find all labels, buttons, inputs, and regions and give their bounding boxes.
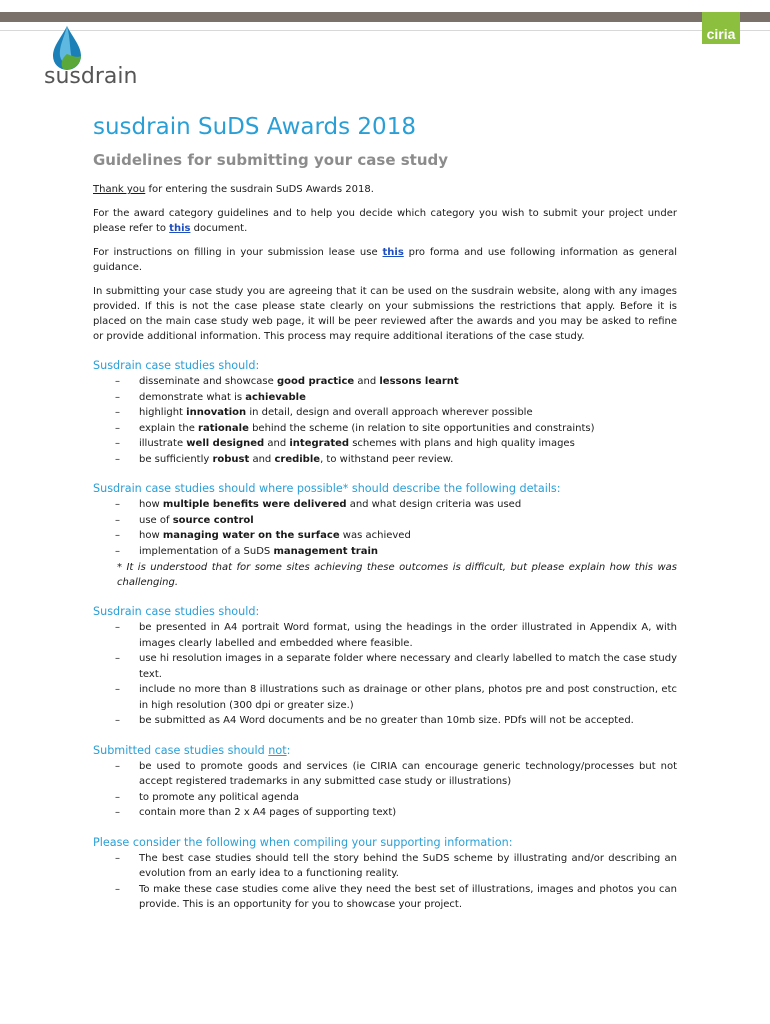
section-heading: Susdrain case studies should:: [93, 605, 260, 618]
section-heading: Please consider the following when compiling your supporting information:: [93, 835, 513, 849]
list-item: – disseminate and showcase good practice and lessons learnt: [115, 376, 459, 387]
list-item: – to promote any political agenda: [115, 791, 299, 803]
document-title: susdrain SuDS Awards 2018: [93, 114, 416, 140]
list-item: – demonstrate what is achievable: [115, 391, 306, 403]
list-item: – illustrate well designed and integrated schemes with plans and high quality images: [115, 438, 575, 449]
list-item: – The best case studies should tell the story behind the SuDS scheme by illustrating and/or describing an evolution from an early idea to a functioning reality.: [115, 852, 677, 879]
list-item: – be presented in A4 portrait Word format, using the headings in the order illustrated in Appendix A, with images clearly labelled and embedded where feasible.: [115, 622, 677, 649]
document-subtitle: Guidelines for submitting your case study: [93, 151, 449, 169]
list-item: – implementation of a SuDS management train: [115, 545, 379, 557]
paragraph-thanks: Thank you for entering the susdrain SuDS Awards 2018.: [93, 184, 374, 195]
footnote: * It is understood that for some sites achieving these outcomes is difficult, but please explain how this was challenging.: [117, 562, 677, 588]
paragraph-categories: For the award category guidelines and to help you decide which category you wish to submit your project under please refer to this document.: [93, 208, 677, 234]
list-should: [93, 374, 677, 467]
section-heading: Submitted case studies should not:: [93, 743, 291, 757]
list-item: – be submitted as A4 Word documents and be no greater than 10mb size. PDfs will not be accepted.: [115, 715, 634, 726]
list-item: – how managing water on the surface was achieved: [115, 530, 411, 541]
list-item: – be used to promote goods and services (ie CIRIA can encourage generic technology/processes but not accept registered trademarks in any submitted case study or illustrations): [115, 760, 677, 787]
guidelines-link[interactable]: this: [169, 223, 191, 234]
list-where-possible: [93, 497, 677, 559]
list-consider: [93, 851, 677, 913]
list-item: – use of source control: [115, 514, 254, 526]
section-heading: Susdrain case studies should where possible* should describe the following details:: [93, 482, 561, 495]
document-body: [93, 112, 677, 913]
list-item: – how multiple benefits were delivered and what design criteria was used: [115, 499, 522, 510]
list-item: – include no more than 8 illustrations such as drainage or other plans, photos pre and post construction, etc in high resolution (300 dpi or greater size.): [115, 684, 677, 711]
pro-forma-link[interactable]: this: [382, 247, 404, 258]
list-item: – explain the rationale behind the scheme (in relation to site opportunities and constraints): [115, 422, 595, 434]
list-item: – be sufficiently robust and credible, to withstand peer review.: [115, 453, 454, 465]
list-format: [93, 620, 677, 729]
header-divider: [0, 30, 770, 31]
susdrain-logo-text: susdrain: [44, 64, 138, 89]
list-item: – contain more than 2 x A4 pages of supporting text): [115, 807, 397, 818]
paragraph-instructions: For instructions on filling in your submission lease use this pro forma and use following information as general guidance.: [93, 247, 677, 273]
list-item: – To make these case studies come alive they need the best set of illustrations, images and photos you can provide. This is an opportunity for you to showcase your project.: [115, 883, 677, 910]
list-item: – use hi resolution images in a separate folder where necessary and clearly labelled to match the case study text.: [115, 653, 677, 680]
section-heading: Susdrain case studies should:: [93, 359, 260, 372]
list-item: – highlight innovation in detail, design and overall approach wherever possible: [115, 407, 533, 418]
header-bar: [0, 12, 770, 22]
paragraph-agreement: In submitting your case study you are agreeing that it can be used on the susdrain website, along with any images provided. If this is not the case please state clearly on your submissions the restrictions that apply. Before it is placed on the main case study web page, it will be peer reviewed after the awards and you may be asked to refine or provide additional information. This process may require additional iterations of the case study.: [93, 286, 677, 342]
list-should-not: [93, 759, 677, 821]
ciria-logo: ciria: [702, 12, 740, 44]
